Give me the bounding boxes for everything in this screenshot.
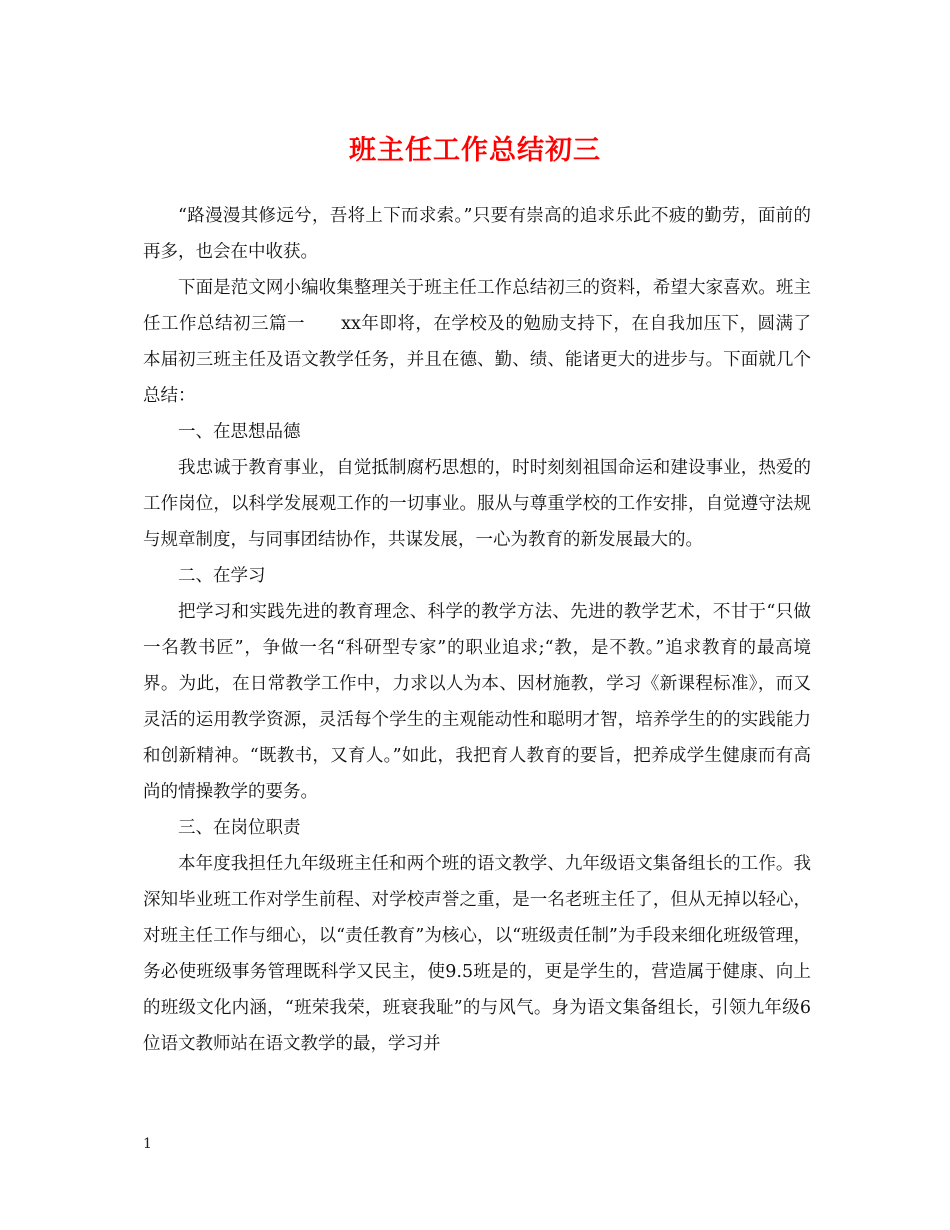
paragraph-intro: “路漫漫其修远兮，吾将上下而求索。”只要有崇高的追求乐此不疲的勤劳，面前的再多，也会在中收获。 (143, 206, 811, 262)
paragraph-duties: 本年度我担任九年级班主任和两个班的语文教学、九年级语文集备组长的工作。我深知毕业班工作对学生前程、对学校声誉之重，是一名老班主任了，但从无掉以轻心，对班主任工作与细心，以“责任教育”为核心，以“班级责任制”为手段来细化班级管理，务必使班级事务管理既科学又民主，使9.5班是的，更是学生的，营造属于健康、向上的班级文化内涵，“班荣我荣，班衰我耻”的与风气。身为语文集备组长，引领九年级6位语文教师站在语文教学的最，学习并 (143, 854, 811, 1054)
paragraph-preface (143, 270, 811, 414)
section-heading-study: 二、在学习 (178, 566, 266, 586)
section-heading-ideology: 一、在思想品德 (178, 422, 301, 442)
paragraph-ideology: 我忠诚于教育事业，自觉抵制腐朽思想的，时时刻刻祖国命运和建设事业，热爱的工作岗位，以科学发展观工作的一切事业。服从与尊重学校的工作安排，自觉遵守法规与规章制度，与同事团结协作，共谋发展，一心为教育的新发展最大的。 (143, 458, 811, 550)
paragraph-preface-continued: xx年即将，在学校及的勉励支持下，在自我加压下，圆满了本届初三班主任及语文教学任务，并且在德、勤、绩、能诸更大的进步与。下面就几个总结： (143, 314, 811, 406)
document-body (143, 198, 811, 1062)
page-number: 1 (143, 1136, 152, 1152)
document-title: 班主任工作总结初三 (349, 135, 601, 166)
paragraph-preface-text: 下面是范文网小编收集整理关于班主任工作总结初三的资料，希望大家喜欢。班主任工作总结初三篇一 (143, 278, 811, 334)
paragraph-study: 把学习和实践先进的教育理念、科学的教学方法、先进的教学艺术，不甘于“只做一名教书匠”，争做一名“科研型专家”的职业追求;“教，是不教。”追求教育的最高境界。为此，在日常教学工作中，力求以人为本、因材施教，学习《新课程标准》，而又灵活的运用教学资源，灵活每个学生的主观能动性和聪明才智，培养学生的的实践能力和创新精神。“既教书，又育人。”如此，我把育人教育的要旨，把养成学生健康而有高尚的情操教学的要务。 (143, 602, 811, 802)
section-heading-duties: 三、在岗位职责 (178, 818, 301, 838)
